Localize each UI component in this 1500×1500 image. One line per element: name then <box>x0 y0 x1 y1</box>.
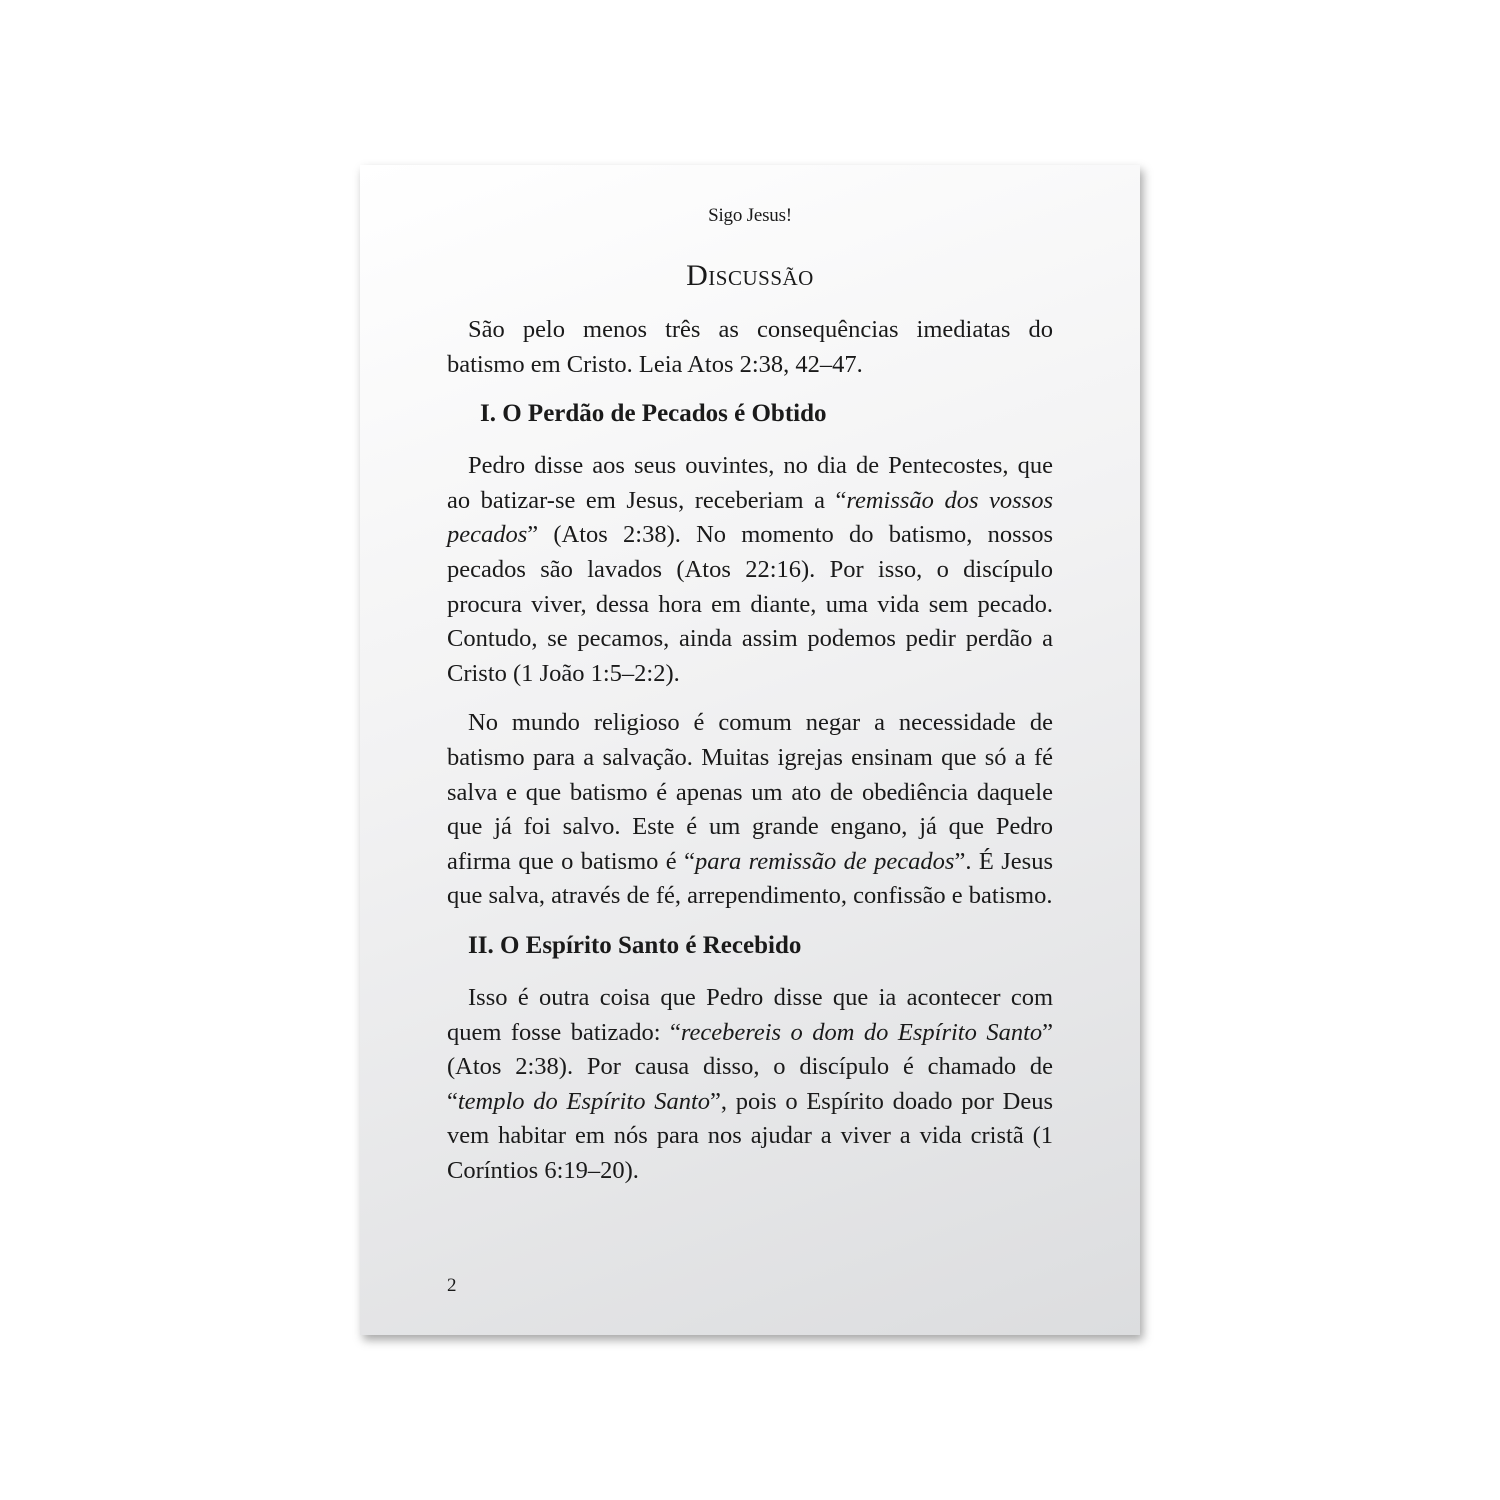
intro-paragraph: São pelo menos três as consequências imediatas do batismo em Cristo. Leia Atos 2:38, 42–47. <box>447 316 1053 378</box>
book-page <box>360 165 1140 1335</box>
section-heading-2: II. O Espírito Santo é Recebido <box>468 931 802 959</box>
page-title: Discussão <box>686 259 814 292</box>
text-segment: Isso é outra coisa que Pedro disse que ia acontecer com quem fosse batizado: “ <box>447 983 1053 1046</box>
page-body <box>447 313 1053 1203</box>
italic-quote: templo do Espírito Santo <box>457 1087 711 1115</box>
text-segment: Pedro disse aos seus ouvintes, no dia de Pentecostes, que ao batizar-se em Jesus, receberiam a “ <box>447 452 1053 514</box>
section1-paragraph-1 <box>447 449 1053 691</box>
running-head: Sigo Jesus! <box>708 205 792 226</box>
section1-paragraph-2 <box>447 706 1053 914</box>
text-segment: ” (Atos 2:38). No momento do batismo, nossos pecados são lavados (Atos 22:16). Por isso, o discípulo procura viver, dessa hora em diante, uma vida sem pecado. Contudo, se pecamos, ainda assim podemos pedir perdão a Cristo (1 João 1:5–2:2). <box>447 521 1053 687</box>
page-number: 2 <box>447 1275 457 1296</box>
text-segment: ”. É Jesus que salva, através de fé, arrependimento, confissão e batismo. <box>447 847 1053 910</box>
italic-quote: recebereis o dom do Espírito Santo <box>680 1018 1043 1046</box>
section-heading-1: I. O Perdão de Pecados é Obtido <box>480 400 827 428</box>
section2-paragraph-1 <box>447 981 1053 1189</box>
italic-quote: para remissão de pecados <box>694 847 955 875</box>
text-segment: ”, pois o Espírito doado por Deus vem habitar em nós para nos ajudar a viver a vida cristã (1 Coríntios 6:19–20). <box>447 1087 1053 1184</box>
text-segment: ” (Atos 2:38). Por causa disso, o discípulo é chamado de “ <box>447 1018 1053 1115</box>
text-segment: No mundo religioso é comum negar a necessidade de batismo para a salvação. Muitas igrejas ensinam que só a fé salva e que batismo é apenas um ato de obediência daquele que já foi salvo. Este é um grande engano, já que Pedro afirma que o batismo é “ <box>447 709 1053 875</box>
italic-quote: remissão dos vossos pecados <box>447 486 1053 549</box>
